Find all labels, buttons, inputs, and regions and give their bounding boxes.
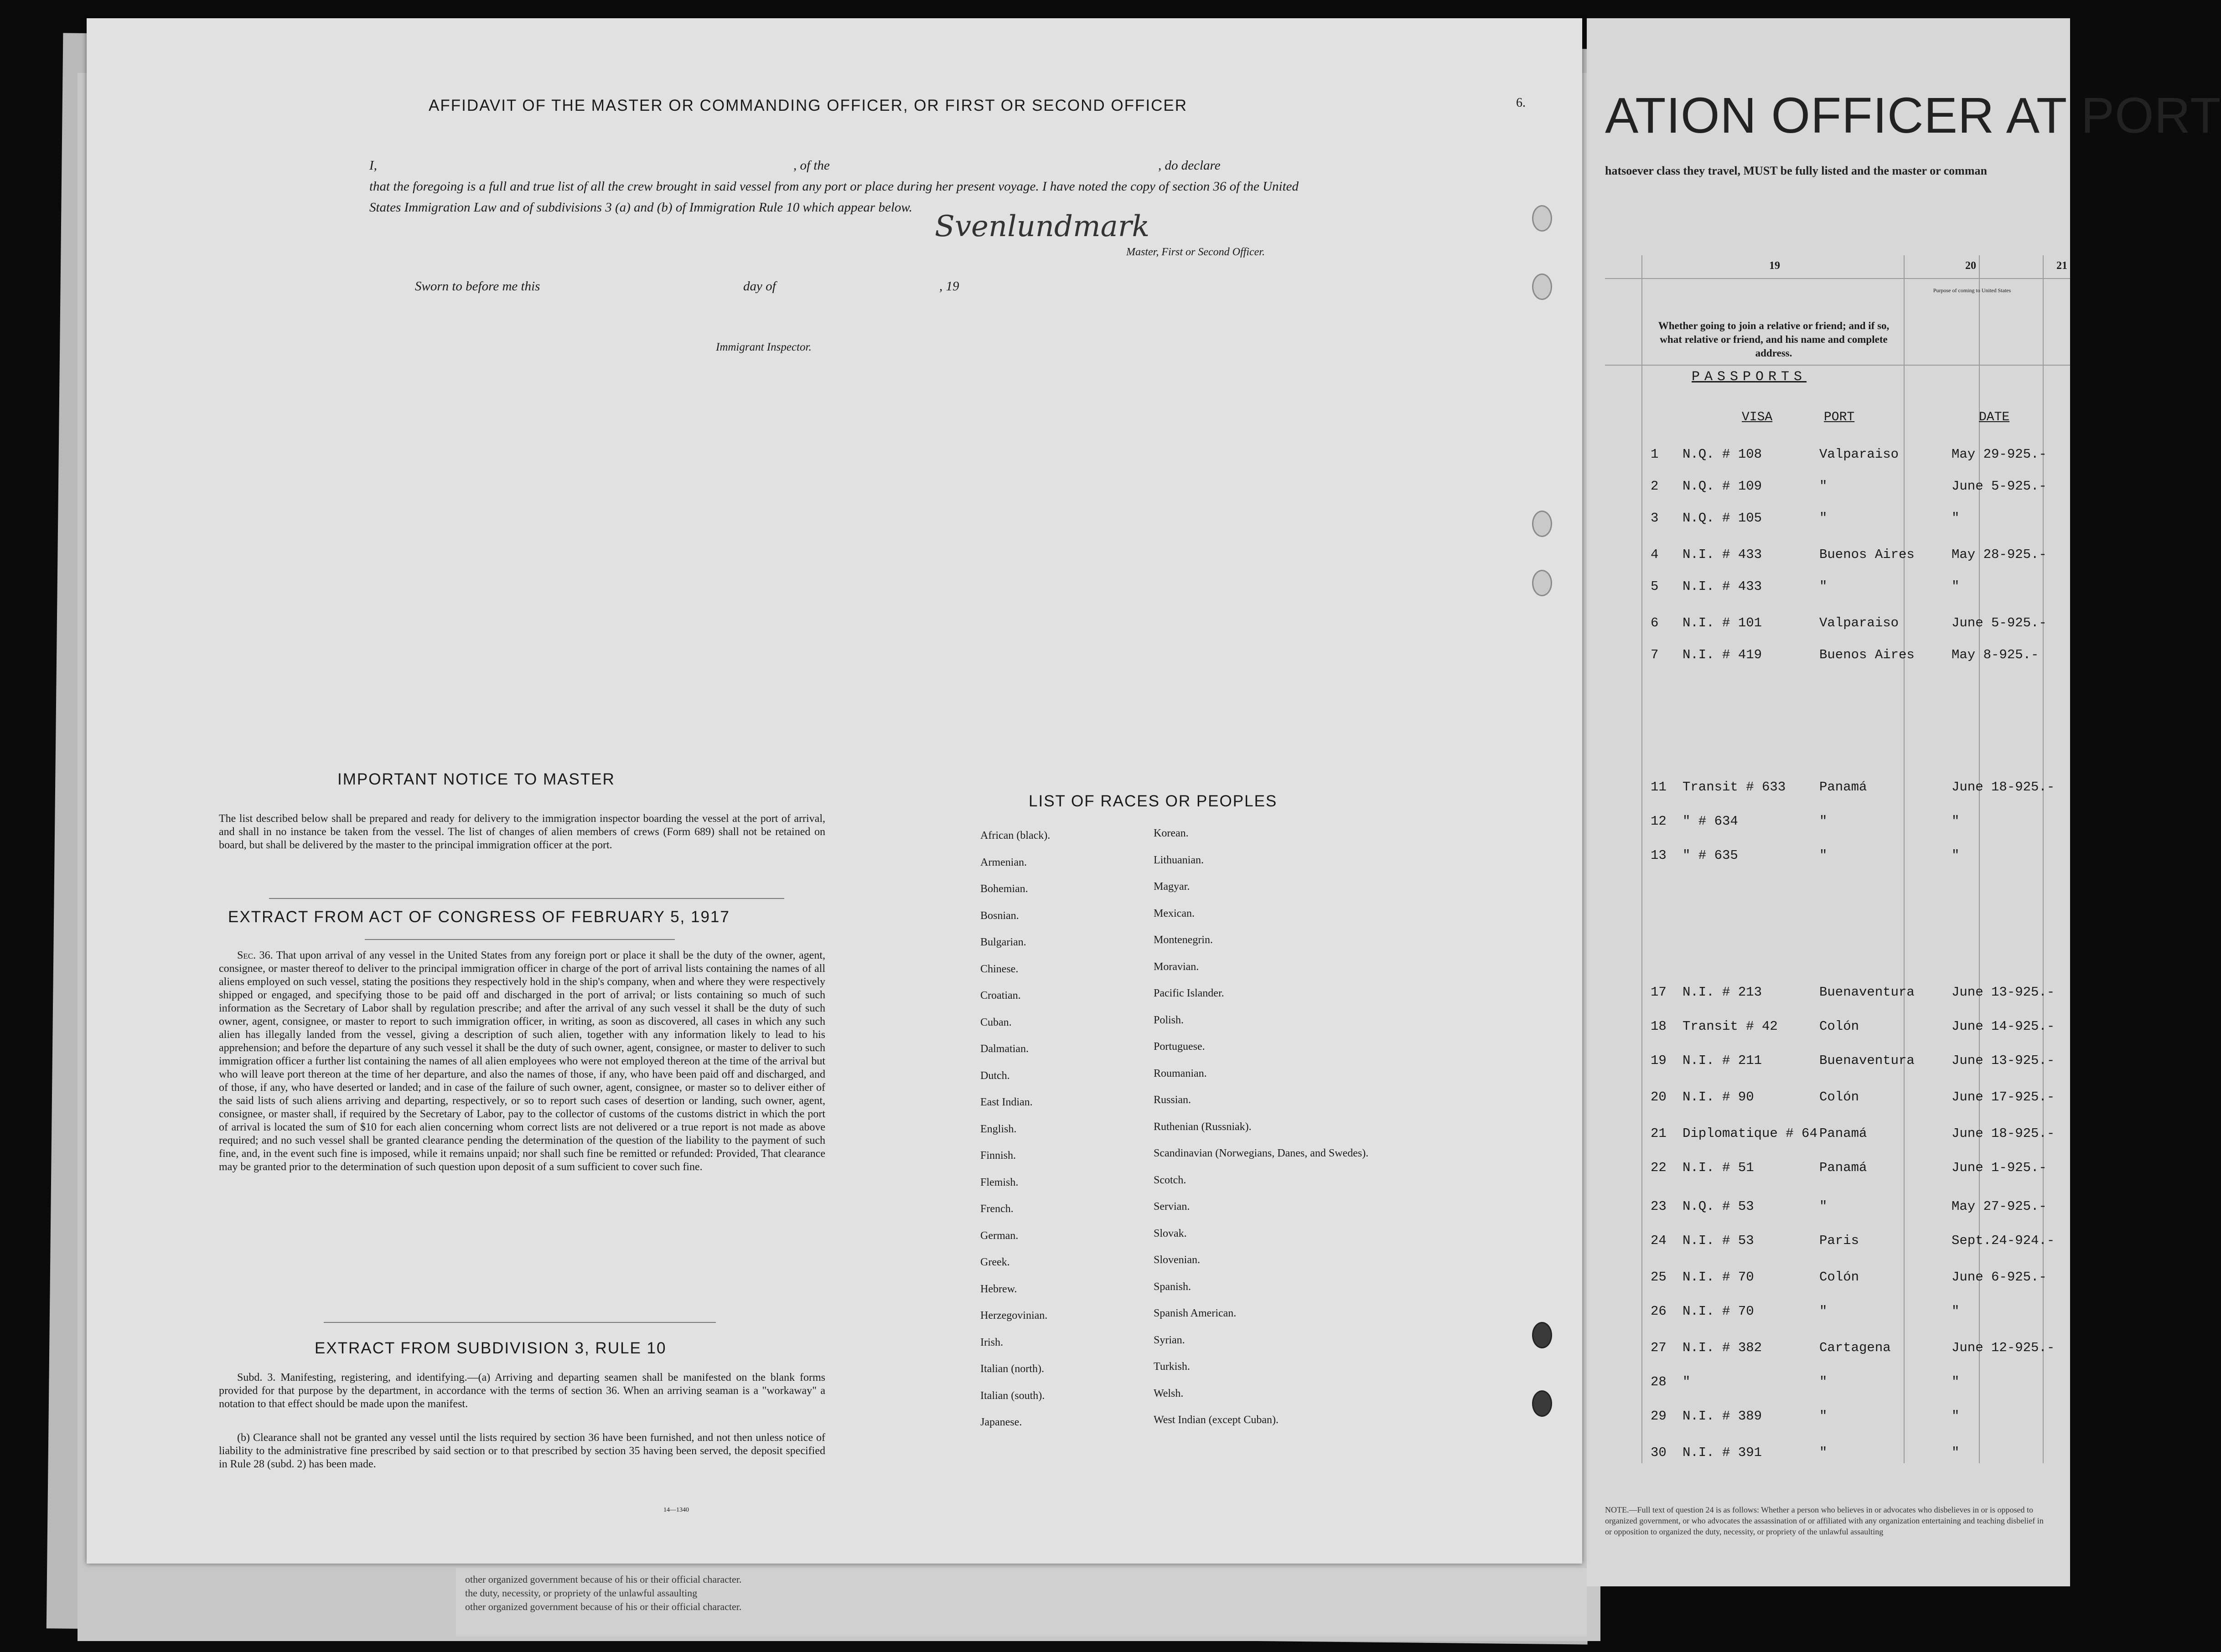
visa-value: N.Q. # 53	[1683, 1199, 1754, 1214]
passport-row	[1605, 1053, 2070, 1076]
row-number: 25	[1651, 1270, 1667, 1285]
port-value: "	[1819, 1304, 1828, 1319]
port-value: Buenaventura	[1819, 1053, 1915, 1068]
divider	[324, 1322, 716, 1323]
port-value: Valparaiso	[1819, 447, 1899, 462]
visa-value: N.I. # 382	[1683, 1340, 1762, 1355]
race-item: Flemish.	[980, 1176, 1019, 1188]
column-number: 21	[2056, 260, 2067, 272]
date-value: Sept.24-924.-	[1952, 1233, 2055, 1248]
race-item: Finnish.	[980, 1150, 1016, 1162]
section-label: Sec. 36.	[237, 950, 273, 961]
visa-value: N.Q. # 105	[1683, 511, 1762, 526]
date-value: June 1-925.-	[1952, 1160, 2047, 1175]
manifest-subheading: hatsoever class they travel, MUST be fully listed and the master or comman	[1605, 164, 1987, 177]
race-item: Russian.	[1154, 1094, 1191, 1106]
row-number: 18	[1651, 1019, 1667, 1034]
race-item: Korean.	[1154, 827, 1189, 839]
race-item: Dutch.	[980, 1069, 1010, 1082]
manifest-heading: ATION OFFICER AT PORT	[1605, 88, 2221, 144]
section-text: That upon arrival of any vessel in the United States from any foreign port or place it shall be the duty of the owner, agent, consignee, or master thereof to deliver to the principal immigration officer in charge of the port of arrival lists containing the names of all aliens employed on such vessel, stating the positions they respectively hold in the ship's company, when and where they were respectively shipped or engaged, and specifying those to be paid off and discharged in the port of arrival; or lists containing so much of such information as the Secretary of Labor shall by regulation prescribe; and after the arrival of any such vessel it shall be the duty of such owner, agent, consignee, or master to report to such immigration officer, in writing, as soon as discovered, all cases in which any such alien has illegally landed from the vessel, giving a description of such alien, together with any information likely to lead to his apprehension; and before the departure of any such vessel it shall be the duty of such owner, agent, consignee, or master to deliver to such immigration officer a further list containing the names of all alien employees who were not employed thereon at the time of the arrival but who will leave port thereon at the time of her departure, and also the names of those, if any, who have been paid off and discharged, and of those, if any, who have deserted or landed; and in case of the failure of such owner, agent, consignee, or master so to deliver either of the said lists of such aliens arriving and departing, respectively, or so to report such cases of desertion or landing, such owner, agent, consignee, or master shall, if required by the Secretary of Labor, pay to the collector of customs of the customs district in which the port of arrival is located the sum of $10 for each alien concerning whom correct lists are not delivered or a true report is not made as above required; and no such vessel shall be granted clearance pending the determination of the question of the liability to the payment of such fine, and, in the event such fine is imposed, while it remains unpaid; nor shall such fine be remitted or refunded: Provided, That clearance may be granted prior to the determination of such question upon deposit of a sum sufficient to cover such fine.	[219, 950, 826, 1173]
race-item: Servian.	[1154, 1201, 1190, 1213]
date-value: June 14-925.-	[1952, 1019, 2055, 1034]
passport-row	[1605, 447, 2070, 470]
visa-value: N.I. # 213	[1683, 985, 1762, 1000]
row-number: 21	[1651, 1126, 1667, 1141]
race-item: African (black).	[980, 830, 1051, 841]
race-item: Spanish.	[1154, 1280, 1191, 1293]
row-number: 5	[1651, 579, 1659, 594]
punch-hole	[1532, 1390, 1552, 1417]
visa-value: " # 634	[1683, 814, 1738, 829]
race-item: Spanish American.	[1154, 1307, 1237, 1319]
race-item: Scotch.	[1154, 1174, 1186, 1186]
sworn-year: , 19	[939, 279, 959, 294]
date-value: June 12-925.-	[1952, 1340, 2055, 1355]
date-label: DATE	[1979, 410, 2010, 424]
punch-hole	[1532, 511, 1552, 537]
port-value: Buenos Aires	[1819, 547, 1915, 562]
race-item: Dalmatian.	[980, 1043, 1029, 1055]
visa-value: N.I. # 70	[1683, 1270, 1754, 1285]
port-value: Colón	[1819, 1019, 1859, 1034]
punch-hole	[1532, 1322, 1552, 1348]
passport-row	[1605, 511, 2070, 533]
passport-row	[1605, 848, 2070, 871]
race-item: Irish.	[980, 1336, 1003, 1348]
passport-row	[1605, 1089, 2070, 1112]
date-value: June 5-925.-	[1952, 479, 2047, 494]
races-list-right	[1154, 827, 1368, 1441]
passport-row	[1605, 1126, 2070, 1149]
races-title: LIST OF RACES OR PEOPLES	[1029, 792, 1278, 810]
visa-value: N.I. # 391	[1683, 1445, 1762, 1460]
visa-value: N.I. # 70	[1683, 1304, 1754, 1319]
passports-label: PASSPORTS	[1692, 369, 1807, 385]
manifest-footnote: NOTE.—Full text of question 24 is as follows: Whether a person who believes in or advocates who disbelieves in or is opposed to organized government, or who advocates the assassination of or affiliated with any organization entertaining and teaching disbelief in or opposition to organized the duty, necessity, or propriety of the unlawful assaulting	[1605, 1505, 2044, 1536]
race-item: Greek.	[980, 1256, 1010, 1268]
visa-label: VISA	[1742, 410, 1773, 424]
race-item: Portuguese.	[1154, 1041, 1205, 1053]
manifest-page	[1587, 18, 2221, 1586]
column-number: 19	[1769, 260, 1780, 272]
declaration-i: I,	[369, 158, 377, 173]
passport-row	[1605, 1270, 2070, 1292]
row-number: 4	[1651, 547, 1659, 562]
race-item: Slovak.	[1154, 1227, 1187, 1239]
passport-row	[1605, 647, 2070, 670]
passport-row	[1605, 1019, 2070, 1042]
row-number: 23	[1651, 1199, 1667, 1214]
declaration-do-declare: , do declare	[1158, 158, 1221, 173]
date-value: "	[1952, 511, 1960, 526]
race-item: Turkish.	[1154, 1361, 1190, 1373]
notice-title: IMPORTANT NOTICE TO MASTER	[337, 770, 615, 788]
passport-row	[1605, 1233, 2070, 1256]
visa-value: N.I. # 433	[1683, 579, 1762, 594]
form-number: 14—1340	[663, 1507, 689, 1513]
passport-row	[1605, 615, 2070, 638]
signature-caption: Master, First or Second Officer.	[1126, 246, 1265, 258]
passport-row	[1605, 479, 2070, 501]
port-value: "	[1819, 1409, 1828, 1424]
passport-row	[1605, 547, 2070, 570]
race-item: Herzegovinian.	[980, 1310, 1048, 1322]
date-value: "	[1952, 848, 1960, 863]
row-number: 20	[1651, 1089, 1667, 1105]
race-item: Chinese.	[980, 963, 1019, 975]
date-value: "	[1952, 579, 1960, 594]
race-item: Montenegrin.	[1154, 934, 1213, 946]
race-item: East Indian.	[980, 1096, 1033, 1108]
notice-body: The list described below shall be prepared and ready for delivery to the immigration inspector boarding the vessel at the port of arrival, and shall in no instance be taken from the vessel. The list of changes of alien members of crews (Form 689) shall not be retained on board, but shall be delivered by the master to the principal immigration officer at the port.	[219, 813, 825, 851]
divider	[365, 939, 675, 940]
visa-value: Transit # 42	[1683, 1019, 1778, 1034]
date-value: May 8-925.-	[1952, 647, 2039, 662]
passport-row	[1605, 1304, 2070, 1327]
passport-row	[1605, 780, 2070, 802]
divider	[269, 898, 784, 899]
port-value: "	[1819, 479, 1828, 494]
race-item: Pacific Islander.	[1154, 987, 1224, 999]
row-rule	[1605, 278, 2070, 279]
race-item: Croatian.	[980, 990, 1021, 1002]
date-value: June 5-925.-	[1952, 615, 2047, 630]
port-value: Buenaventura	[1819, 985, 1915, 1000]
passport-row	[1605, 1374, 2070, 1397]
date-value: "	[1952, 1409, 1960, 1424]
port-value: Panamá	[1819, 1160, 1867, 1175]
row-number: 24	[1651, 1233, 1667, 1248]
row-number: 27	[1651, 1340, 1667, 1355]
page-number: 6.	[1516, 96, 1526, 110]
visa-value: "	[1683, 1374, 1691, 1389]
port-value: Colón	[1819, 1089, 1859, 1105]
passport-row	[1605, 1445, 2070, 1468]
extract2-a: Subd. 3. Manifesting, registering, and identifying.—(a) Arriving and departing seamen shall be manifested on the blank forms provided for that purpose by the department, in accordance with the terms of section 36. When an arriving seaman is a "workaway" a notation to that effect should be made upon the manifest.	[219, 1372, 825, 1410]
row-number: 13	[1651, 848, 1667, 863]
row-number: 7	[1651, 647, 1659, 662]
port-value: "	[1819, 579, 1828, 594]
visa-value: N.I. # 90	[1683, 1089, 1754, 1105]
visa-value: N.I. # 211	[1683, 1053, 1762, 1068]
visa-value: Transit # 633	[1683, 780, 1786, 795]
race-item: Bulgarian.	[980, 936, 1026, 948]
passport-row	[1605, 579, 2070, 602]
date-value: June 18-925.-	[1952, 780, 2055, 795]
row-number: 22	[1651, 1160, 1667, 1175]
port-value: Panamá	[1819, 780, 1867, 795]
row-number: 29	[1651, 1409, 1667, 1424]
date-value: June 18-925.-	[1952, 1126, 2055, 1141]
date-value: May 28-925.-	[1952, 547, 2047, 562]
port-value: Buenos Aires	[1819, 647, 1915, 662]
underlying-text: other organized government because of his or their official character.	[465, 1574, 742, 1585]
passport-row	[1605, 1199, 2070, 1222]
race-item: Lithuanian.	[1154, 854, 1204, 866]
punch-hole	[1532, 205, 1552, 232]
port-value: "	[1819, 1199, 1828, 1214]
race-item: Magyar.	[1154, 881, 1190, 893]
extract2-b: (b) Clearance shall not be granted any vessel until the lists required by section 36 have been furnished, and not then unless notice of liability to the administrative fine prescribed by said section or to that prescribed by section 35 having been served, the deposit specified in Rule 28 (subd. 2) has been made.	[219, 1432, 825, 1470]
race-item: Ruthenian (Russniak).	[1154, 1120, 1252, 1133]
race-item: French.	[980, 1203, 1014, 1215]
row-number: 17	[1651, 985, 1667, 1000]
date-value: "	[1952, 1374, 1960, 1389]
date-value: June 17-925.-	[1952, 1089, 2055, 1105]
manifest-table	[1605, 255, 2070, 1463]
column-20-header: Purpose of coming to United States	[1933, 287, 2011, 294]
port-value: "	[1819, 1445, 1828, 1460]
port-value: Valparaiso	[1819, 615, 1899, 630]
visa-value: N.I. # 51	[1683, 1160, 1754, 1175]
passport-row	[1605, 814, 2070, 836]
visa-value: N.I. # 101	[1683, 615, 1762, 630]
extract1-title: EXTRACT FROM ACT OF CONGRESS OF FEBRUARY 5, 1917	[228, 908, 730, 926]
passport-row	[1605, 1160, 2070, 1183]
race-item: Moravian.	[1154, 960, 1199, 973]
row-number: 1	[1651, 447, 1659, 462]
underlying-page-strip	[456, 1568, 1587, 1637]
port-value: Paris	[1819, 1233, 1859, 1248]
race-item: Cuban.	[980, 1016, 1012, 1028]
row-number: 19	[1651, 1053, 1667, 1068]
row-number: 11	[1651, 780, 1667, 795]
passport-row	[1605, 985, 2070, 1007]
date-value: May 27-925.-	[1952, 1199, 2047, 1214]
visa-value: N.I. # 53	[1683, 1233, 1754, 1248]
inspector-caption: Immigrant Inspector.	[716, 341, 812, 353]
affidavit-title: AFFIDAVIT OF THE MASTER OR COMMANDING OFFICER, OR FIRST OR SECOND OFFICER	[429, 97, 1188, 114]
race-item: Scandinavian (Norwegians, Danes, and Swedes).	[1154, 1147, 1369, 1159]
race-item: Syrian.	[1154, 1334, 1185, 1346]
race-item: Italian (north).	[980, 1363, 1044, 1375]
race-item: Welsh.	[1154, 1387, 1184, 1399]
visa-value: N.I. # 419	[1683, 647, 1762, 662]
sworn-text: Sworn to before me this	[415, 279, 540, 294]
visa-value: N.Q. # 109	[1683, 479, 1762, 494]
date-value: "	[1952, 1304, 1960, 1319]
race-item: Japanese.	[980, 1416, 1022, 1428]
declaration	[369, 155, 1331, 218]
passport-row	[1605, 1409, 2070, 1431]
extract1-body	[219, 949, 825, 1174]
row-number: 26	[1651, 1304, 1667, 1319]
race-item: Armenian.	[980, 856, 1027, 868]
date-value: May 29-925.-	[1952, 447, 2047, 462]
port-value: "	[1819, 511, 1828, 526]
port-value: Cartagena	[1819, 1340, 1891, 1355]
underlying-text: other organized government because of his or their official character.	[465, 1601, 742, 1612]
race-item: Bosnian.	[980, 909, 1019, 922]
row-number: 3	[1651, 511, 1659, 526]
race-item: Mexican.	[1154, 907, 1195, 919]
race-item: Italian (south).	[980, 1389, 1045, 1402]
port-value: Panamá	[1819, 1126, 1867, 1141]
extract2-title: EXTRACT FROM SUBDIVISION 3, RULE 10	[315, 1339, 667, 1357]
passport-row	[1605, 1340, 2070, 1363]
port-value: Colón	[1819, 1270, 1859, 1285]
race-item: English.	[980, 1123, 1017, 1135]
visa-value: N.Q. # 108	[1683, 447, 1762, 462]
visa-value: " # 635	[1683, 848, 1738, 863]
row-number: 6	[1651, 615, 1659, 630]
visa-value: N.I. # 433	[1683, 547, 1762, 562]
date-value: June 13-925.-	[1952, 1053, 2055, 1068]
row-rule	[1605, 365, 2070, 366]
race-item: Roumanian.	[1154, 1067, 1207, 1079]
punch-hole	[1532, 570, 1552, 596]
sworn-day: day of	[743, 279, 776, 294]
race-item: West Indian (except Cuban).	[1154, 1414, 1279, 1426]
officer-signature: Svenlundmark	[935, 210, 1150, 243]
affidavit-page	[87, 18, 1582, 1564]
port-value: "	[1819, 848, 1828, 863]
port-value: "	[1819, 814, 1828, 829]
port-value: "	[1819, 1374, 1828, 1389]
visa-value: N.I. # 389	[1683, 1409, 1762, 1424]
row-number: 2	[1651, 479, 1659, 494]
column-number: 20	[1965, 260, 1976, 272]
date-value: June 13-925.-	[1952, 985, 2055, 1000]
race-item: Hebrew.	[980, 1283, 1017, 1295]
row-number: 12	[1651, 814, 1667, 829]
port-label: PORT	[1824, 410, 1855, 424]
race-item: German.	[980, 1229, 1019, 1242]
declaration-of-the: , of the	[793, 158, 830, 173]
races-list-left	[980, 830, 1050, 1443]
row-number: 30	[1651, 1445, 1667, 1460]
race-item: Polish.	[1154, 1014, 1184, 1026]
row-number: 28	[1651, 1374, 1667, 1389]
declaration-body: that the foregoing is a full and true list of all the crew brought in said vessel from any port or place during her present voyage. I have noted the copy of section 36 of the United States Immigration Law and of subdivisions 3 (a) and (b) of Immigration Rule 10 which appear below.	[369, 179, 1299, 215]
date-value: June 6-925.-	[1952, 1270, 2047, 1285]
column-19-header: Whether going to join a relative or friend; and if so, what relative or friend, and his name and complete address.	[1658, 320, 1890, 359]
date-value: "	[1952, 814, 1960, 829]
date-value: "	[1952, 1445, 1960, 1460]
visa-value: Diplomatique # 64	[1683, 1126, 1817, 1141]
underlying-text: the duty, necessity, or propriety of the unlawful assaulting	[465, 1587, 698, 1599]
race-item: Slovenian.	[1154, 1254, 1200, 1266]
race-item: Bohemian.	[980, 883, 1028, 895]
punch-hole	[1532, 274, 1552, 300]
